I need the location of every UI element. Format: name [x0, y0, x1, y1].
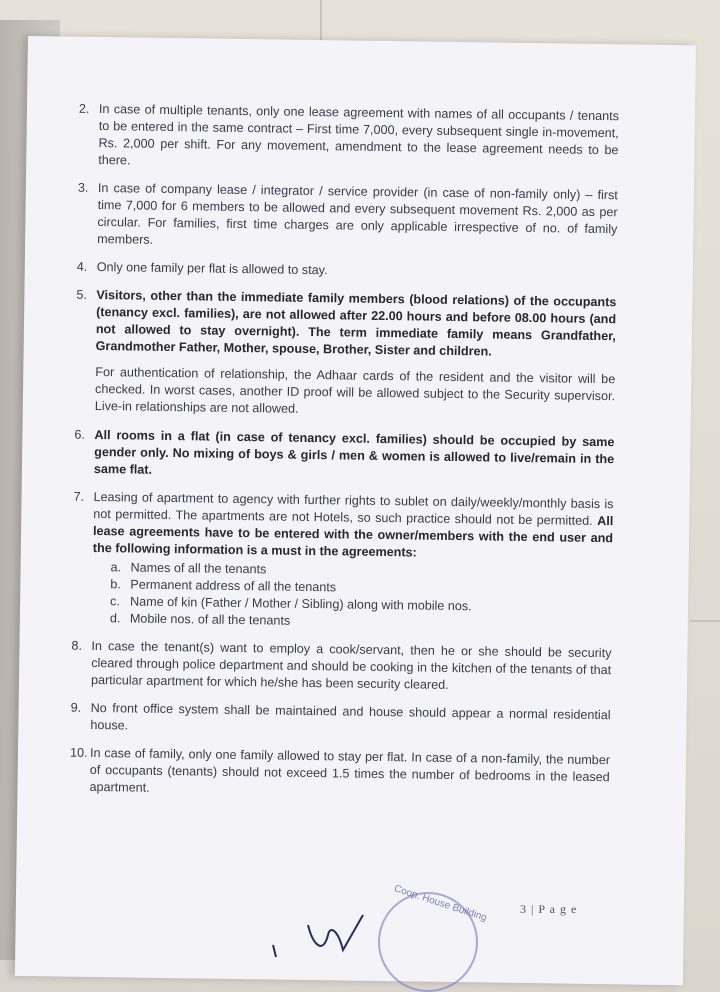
tile-grout-line [320, 0, 322, 40]
list-text: Permanent address of all the tenants [130, 577, 337, 595]
rule-number: 9. [70, 700, 82, 715]
rule-number: 10. [69, 745, 88, 760]
list-text: Names of all the tenants [130, 560, 267, 577]
rule-text: Visitors, other than the immediate family members (blood relations) of the occupants (tenancy excl. families), are not allowed after 22.00 hours and before 08.00 hours (and not allowed to stay overnight). The term immediate family means Grandfather, Grandmother Father, Mother, spouse, Brother, Sister and children. [95, 287, 617, 359]
handwritten-signature [268, 905, 378, 960]
list-text: Name of kin (Father / Mother / Sibling) along with mobile nos. [130, 594, 472, 614]
rule-item-8 [71, 638, 612, 697]
rule-text: All rooms in a flat (in case of tenancy excl. families) should be occupied by same gender only. No mixing of boys & girls / men & women is allowed to live/remain in the same flat. [93, 427, 615, 477]
list-letter: a. [110, 560, 122, 575]
list-letter: b. [110, 577, 121, 592]
rule-text: Leasing of apartment to agency with further rights to sublet on daily/weekly/monthly basis is not permitted. The apartments are not Hotels, so such practice should not be permitted. [93, 489, 614, 528]
rule-item-2 [78, 101, 619, 177]
rule-text: No front office system shall be maintained and house should appear a normal residential house. [90, 700, 611, 733]
rule-text: In case the tenant(s) want to employ a cook/servant, then he or she should be security cleared through police department and should be cooking in the kitchen of the tenants of that particular apartment for which he/she has been security cleared. [90, 638, 612, 692]
agreement-requirements-list [110, 559, 613, 634]
rule-item-7 [72, 489, 614, 635]
stamp-text: Coop. House Building [392, 883, 489, 924]
list-letter: c. [110, 594, 121, 609]
rules-list [69, 101, 619, 814]
rule-number: 8. [71, 638, 83, 653]
rule-5-note: For authentication of relationship, the Adhaar cards of the resident and the visitor will be checked. In worst cases, another ID proof will be allowed subject to the Security supervisor. Live-in relationships are not allowed. [94, 364, 616, 416]
rule-text: Only one family per flat is allowed to stay. [96, 259, 328, 278]
rule-number: 7. [73, 489, 85, 504]
rule-text: In case of company lease / integrator / service provider (in case of non-family only) – first time 7,000 for 6 members to be allowed and every subsequent movement Rs. 2,000 as per circular. For families, first time charges are only applicable irrespective of no. of family members. [97, 180, 618, 247]
rule-item-10 [69, 745, 610, 804]
rule-number: 4. [76, 259, 88, 274]
tile-grout-line [690, 620, 720, 622]
rule-item-5 [76, 287, 617, 363]
rule-item-9 [70, 700, 610, 742]
rule-item-4 [77, 259, 617, 284]
rule-item-3 [77, 180, 618, 256]
rule-text: In case of multiple tenants, only one lease agreement with names of all occupants / tenants to be entered in the same contract – First time 7,000, every subsequent single in-movement, Rs. 2,000 per shift. For any movement, amendment to the lease agreement needs to be there. [98, 101, 620, 168]
rule-number: 2. [78, 101, 90, 116]
rule-text: In case of family, only one family allowed to stay per flat. In case of a non-family, the number of occupants (tenants) should not exceed 1.5 times the number of bedrooms in the leased apartment. [89, 745, 611, 795]
rule-number: 3. [77, 180, 89, 195]
rule-number: 6. [74, 427, 86, 442]
rule-number: 5. [76, 287, 88, 302]
document-page [15, 36, 696, 985]
list-text: Mobile nos. of all the tenants [129, 611, 291, 628]
page-number-footer: 3 | P a g e [520, 902, 578, 916]
rule-item-6 [74, 427, 615, 486]
rule-text-bold: All lease agreements have to be entered with the owner/members with the end user and the following information is a must in the agreements: [92, 513, 614, 560]
list-letter: d. [109, 611, 121, 626]
